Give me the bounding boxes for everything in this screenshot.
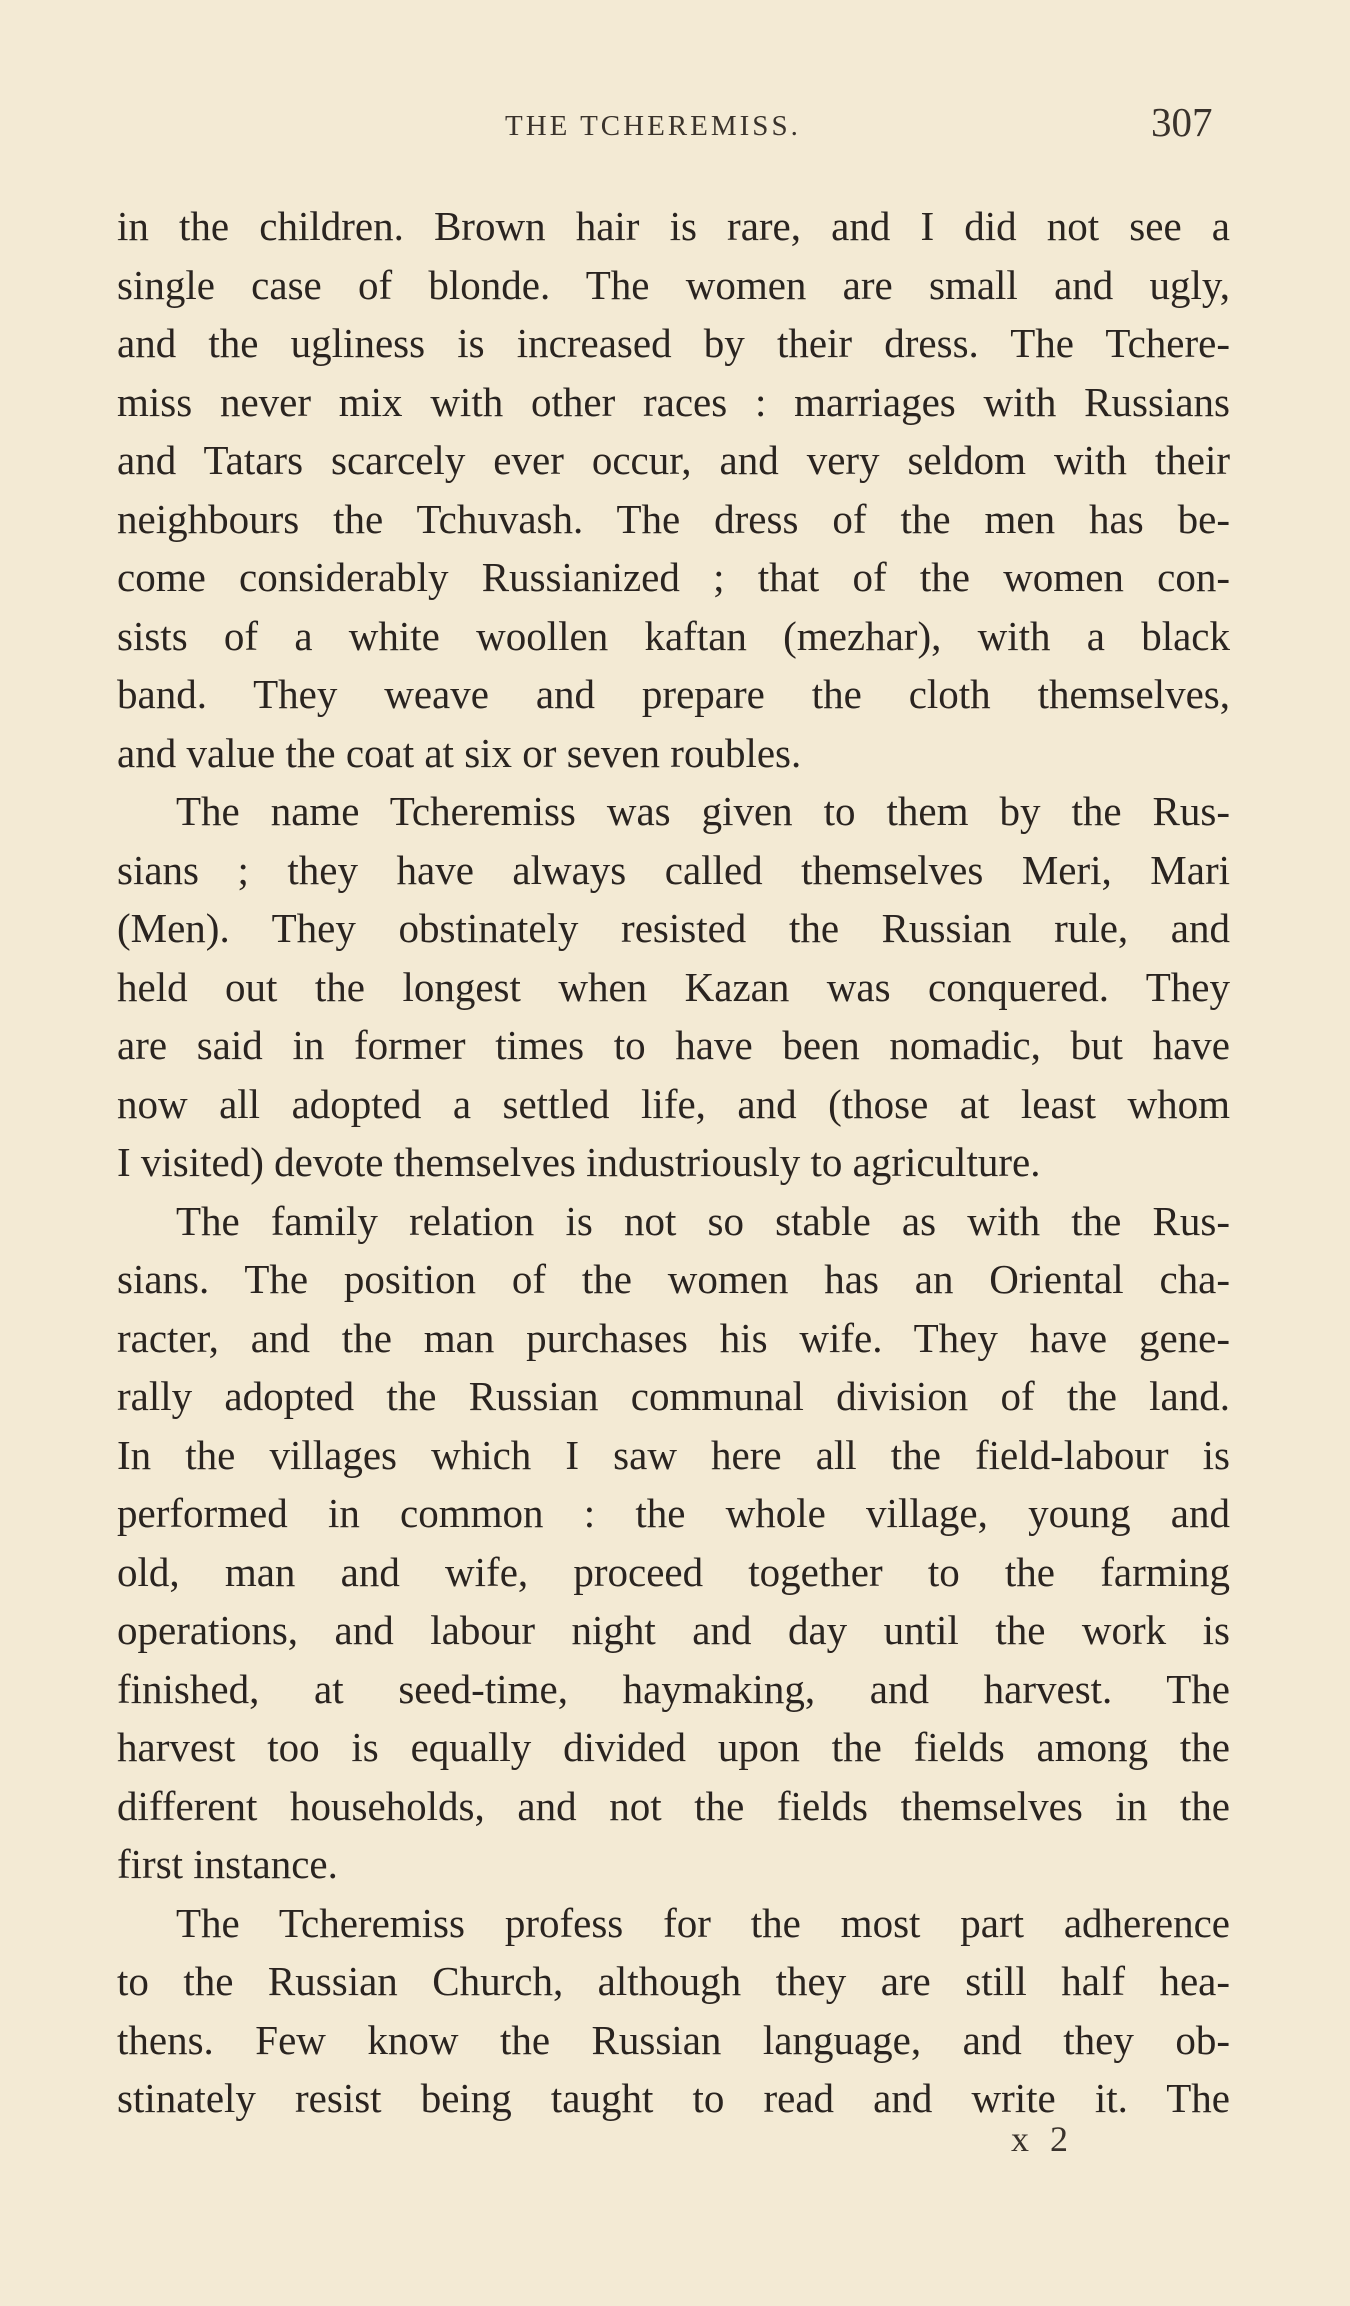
text-line: (Men). They obstinately resisted the Russian rule, and — [117, 905, 1230, 951]
text-line: In the villages which I saw here all the field-labour is — [117, 1432, 1230, 1478]
text-line: racter, and the man purchases his wife. They have gene- — [117, 1315, 1230, 1361]
signature-mark: x 2 — [1011, 2119, 1074, 2159]
text-line: and the ugliness is increased by their dress. The Tchere- — [117, 320, 1230, 366]
text-line: and value the coat at six or seven roubles. — [117, 730, 802, 776]
text-line: come considerably Russianized ; that of the women con- — [117, 554, 1230, 600]
text-line: I visited) devote themselves industriously to agriculture. — [117, 1139, 1041, 1185]
text-line: sists of a white woollen kaftan (mezhar), with a black — [117, 613, 1230, 659]
paragraph-start-line: The name Tcheremiss was given to them by the Rus- — [176, 788, 1230, 834]
text-line: held out the longest when Kazan was conquered. They — [117, 964, 1230, 1010]
text-line: stinately resist being taught to read and write it. The — [117, 2075, 1230, 2121]
text-line: sians. The position of the women has an Oriental cha- — [117, 1256, 1230, 1302]
paragraph-start-line: The family relation is not so stable as with the Rus- — [176, 1198, 1230, 1244]
text-line: rally adopted the Russian communal division of the land. — [117, 1373, 1230, 1419]
text-line: different households, and not the fields themselves in the — [117, 1783, 1230, 1829]
text-line: and Tatars scarcely ever occur, and very seldom with their — [117, 437, 1230, 483]
text-line: old, man and wife, proceed together to the farming — [117, 1549, 1230, 1595]
text-line: neighbours the Tchuvash. The dress of the men has be- — [117, 496, 1230, 542]
text-line: now all adopted a settled life, and (those at least whom — [117, 1081, 1230, 1127]
text-line: in the children. Brown hair is rare, and I did not see a — [117, 203, 1230, 249]
text-line: band. They weave and prepare the cloth themselves, — [117, 671, 1230, 717]
text-line: operations, and labour night and day until the work is — [117, 1607, 1230, 1653]
text-line: performed in common : the whole village, young and — [117, 1490, 1230, 1536]
text-line: miss never mix with other races : marriages with Russians — [117, 379, 1230, 425]
text-line: first instance. — [117, 1841, 338, 1887]
text-line: harvest too is equally divided upon the fields among the — [117, 1724, 1230, 1770]
text-line: single case of blonde. The women are small and ugly, — [117, 262, 1230, 308]
text-line: are said in former times to have been nomadic, but have — [117, 1022, 1230, 1068]
page-number: 307 — [1151, 99, 1213, 145]
text-line: finished, at seed-time, haymaking, and harvest. The — [117, 1666, 1230, 1712]
paragraph-start-line: The Tcheremiss profess for the most part adherence — [176, 1900, 1230, 1946]
running-title: THE TCHEREMISS. — [505, 110, 801, 142]
text-line: sians ; they have always called themselves Meri, Mari — [117, 847, 1230, 893]
text-line: to the Russian Church, although they are still half hea- — [117, 1958, 1230, 2004]
text-line: thens. Few know the Russian language, and they ob- — [117, 2017, 1230, 2063]
